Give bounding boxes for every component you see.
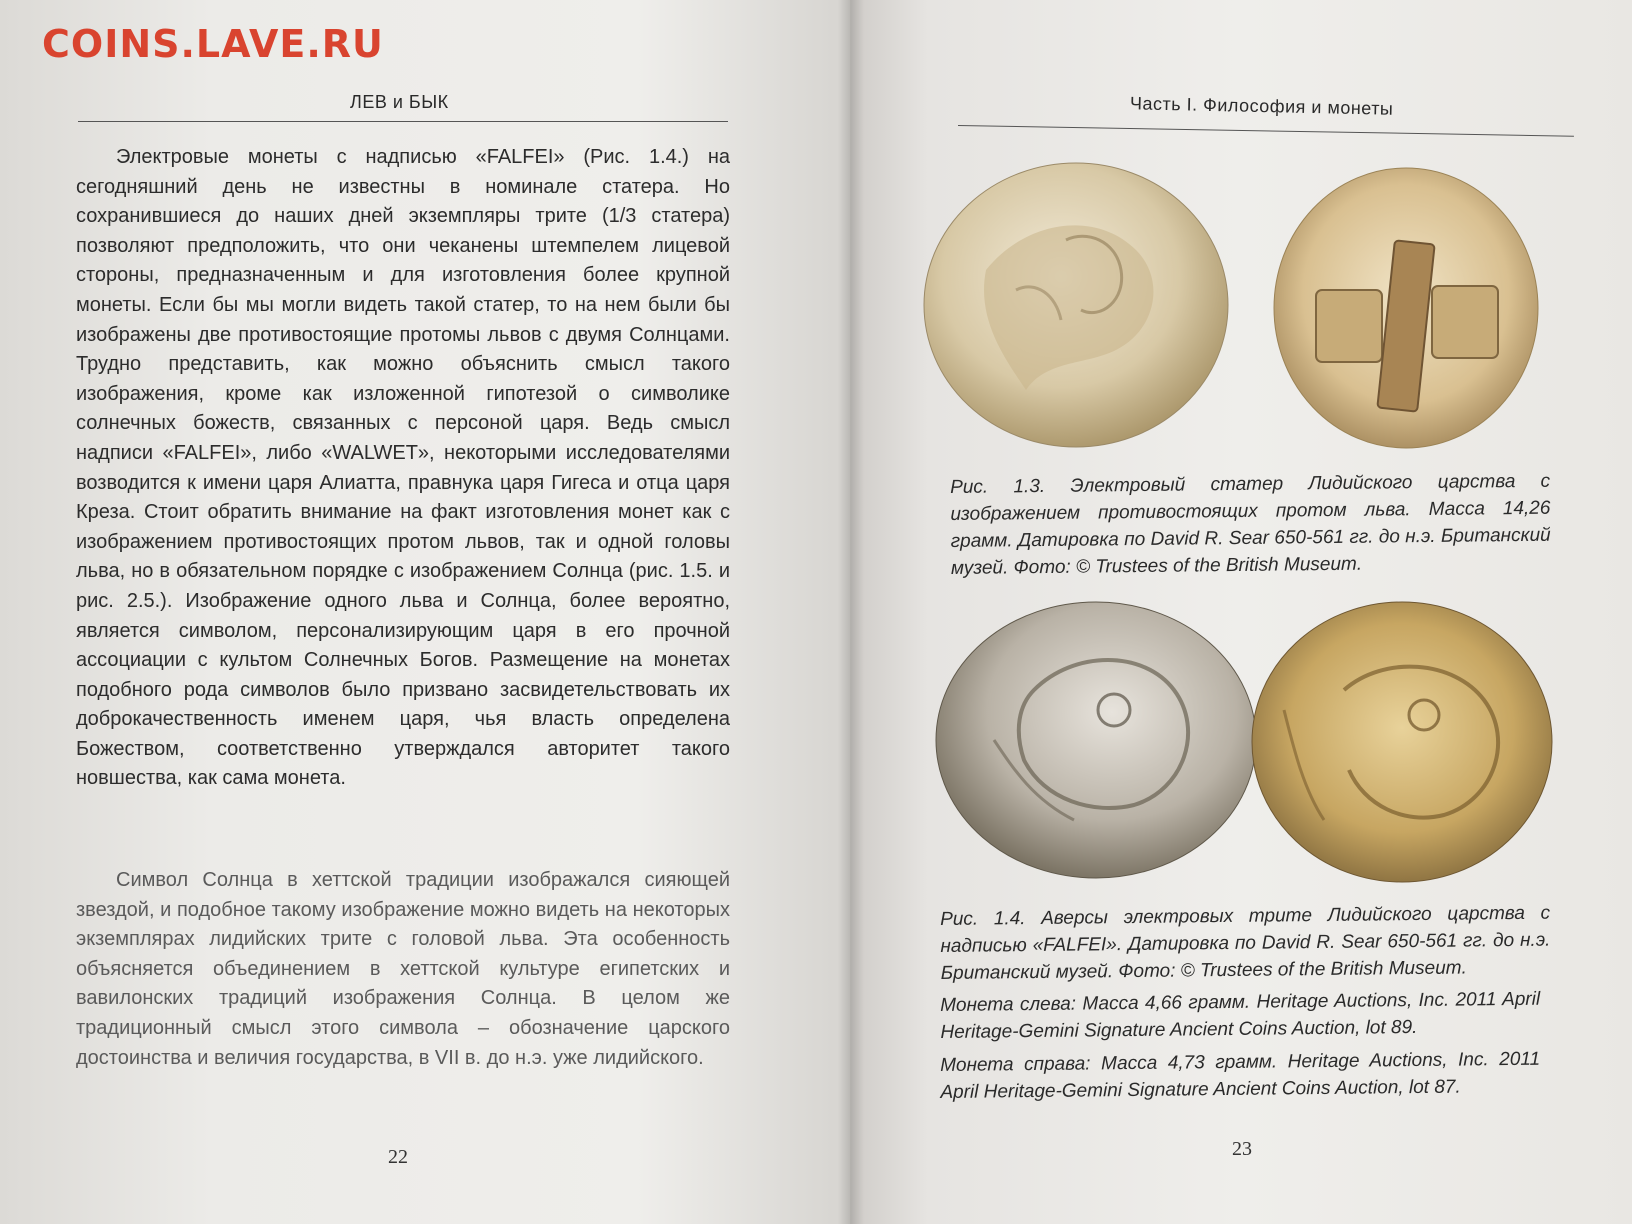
header-rule-left [78,121,728,122]
page-number-right: 23 [1232,1138,1252,1160]
trite-right-coin [1252,602,1552,882]
paragraph-1: Электровые монеты с надписью «FALFEI» (Рис. 1.4.) на сегодняшний день не известны в номинале статера. Но сохранившиеся до наших дней экземпляры трите (1/3 статера) позволяют предположить, что они чеканены штемпелем лицевой стороны, предназначенным и для изготовления более крупной монеты. Если бы мы могли видеть такой статер, то на нем были бы изображены две противостоящие протомы львов с двумя Солнцами. Трудно представить, как можно объяснить смысл такого изображения, кроме как изложенной гипотезой о символике солнечных божеств, связанных с персоной царя. Ведь смысл надписи «FALFEI», либо «WALWET», некоторыми исследователями возводится к имени царя Алиатта, правнука царя Гигеса и отца царя Креза. Стоит обратить внимание на факт изготовления монет как с изображением противостоящих протом львов, так и одной головы льва, но в обязательном порядке с изображением Солнца (рис. 1.5. и рис. 2.5.). Изображение одного льва и Солнца, более вероятно, является символом, персонализирующим царя в его прочной ассоциации с культом Солнечных Богов. Размещение на монетах подобного рода символов было призвано засвидетельствовать их доброкачественность именем царя, чья власть определена Божеством, соответственно утверждался авторитет такого новшества, как сама монета. [76,146,730,790]
watermark: COINS.LAVE.RU [42,22,384,66]
running-head-left: ЛЕВ и БЫК [350,92,449,112]
figure-1-4-coins [924,600,1576,892]
figure-1-3-coins [916,160,1576,470]
paragraph-2: Символ Солнца в хеттской традиции изображался сияющей звездой, и подобное такому изображение можно видеть на некоторых экземплярах лидийских трите с головой льва. Эта особенность объясняется объединением в хеттской культуре египетских и вавилонских традиций изображения Солнца. В целом же традиционный смысл этого символа – обозначение царского достоинства и величия государства, в VII в. до н.э. уже лидийского. [76,869,730,1069]
header-rule-right [958,125,1574,137]
running-head-right: Часть I. Философия и монеты [1129,93,1394,119]
trite-left-coin [936,602,1256,878]
page-number-left: 22 [388,1146,408,1168]
caption-figure-1-4: Рис. 1.4. Аверсы электровых трите Лидийского царства с надписью «FALFEI». Датировка по David R. Sear 650-561 гг. до н.э. Британский музей. Фото: © Trustees of the British Museum. [940,902,1551,984]
reverse-punch-left [1316,290,1382,362]
reverse-punch-right [1432,286,1498,358]
right-page [850,0,1632,1224]
book-gutter [838,0,864,1224]
caption-figure-1-3: Рис. 1.3. Электровый статер Лидийского царства с изображением противостоящих протом льва. Масса 14,26 грамм. Датировка по David R. Sear 650-561 гг. до н.э. Британский музей. Фото: © Trustees of the British Museum. [950,470,1551,579]
caption-coin-left: Монета слева: Масса 4,66 грамм. Heritage Auctions, Inc. 2011 April Heritage-Gemini Signature Ancient Coins Auction, lot 89. [940,988,1541,1043]
caption-coin-right: Монета справа: Масса 4,73 грамм. Heritage Auctions, Inc. 2011 April Heritage-Gemini Signature Ancient Coins Auction, lot 87. [940,1048,1541,1103]
